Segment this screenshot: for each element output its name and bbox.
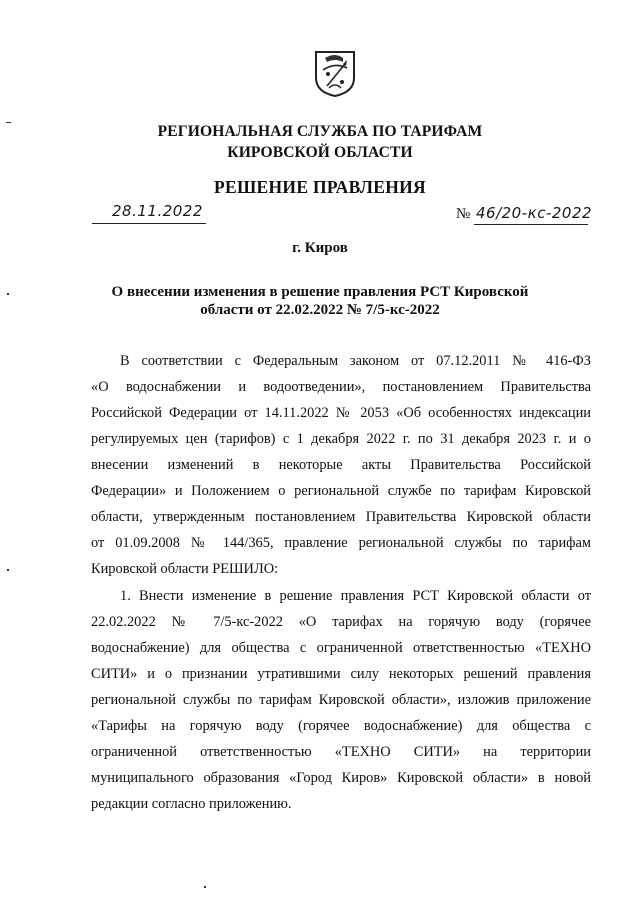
subject-line1: О внесении изменения в решение правления РСТ Кировской xyxy=(111,284,529,300)
body-line: водоснабжение) для общества с ограниченной ответственностью «ТЕХНО xyxy=(91,640,591,656)
scan-mark xyxy=(7,569,9,571)
scan-mark xyxy=(7,293,9,295)
body-line: муниципального образования «Город Киров» Кировской области» в новой xyxy=(91,770,591,786)
body-line: СИТИ» и о признании утратившими силу некоторых решений правления xyxy=(91,666,591,682)
body-line: региональной службы по тарифам Кировской области», изложив приложение xyxy=(91,692,591,708)
body-line: В соответствии с Федеральным законом от 07.12.2011 № 416-ФЗ xyxy=(120,353,591,369)
body-line: редакции согласно приложению. xyxy=(91,796,292,812)
body-line: от 01.09.2008 № 144/365, правление региональной службы по тарифам xyxy=(91,535,591,551)
scan-mark xyxy=(204,886,206,888)
city: г. Киров xyxy=(292,240,348,256)
number-sign: № xyxy=(456,206,471,222)
body-line: «Тарифы на горячую воду (горячее водоснабжение) для общества с xyxy=(91,718,591,734)
document-title: РЕШЕНИЕ ПРАВЛЕНИЯ xyxy=(214,177,426,197)
organization-name-line2: КИРОВСКОЙ ОБЛАСТИ xyxy=(227,144,413,161)
body-line: внесении изменений в некоторые акты Правительства Российской xyxy=(91,457,591,473)
date-underline xyxy=(92,223,206,224)
body-line: Кировской области РЕШИЛО: xyxy=(91,561,279,577)
organization-name-line1: РЕГИОНАЛЬНАЯ СЛУЖБА ПО ТАРИФАМ xyxy=(157,123,483,140)
coat-of-arms-icon xyxy=(313,48,357,98)
body-line: 1. Внести изменение в решение правления РСТ Кировской области от xyxy=(120,588,591,604)
body-line: «О водоснабжении и водоотведении», постановлением Правительства xyxy=(91,379,591,395)
body-line: 22.02.2022 № 7/5-кс-2022 «О тарифах на горячую воду (горячее xyxy=(91,614,591,630)
body-line: Федерации» и Положением о региональной службе по тарифам Кировской xyxy=(91,483,591,499)
body-line: области, утвержденным постановлением Правительства Кировской области xyxy=(91,509,591,525)
body-line: Российской Федерации от 14.11.2022 № 2053 «Об особенностях индексации xyxy=(91,405,591,421)
body-line: регулируемых цен (тарифов) с 1 декабря 2022 г. по 31 декабря 2023 г. и о xyxy=(91,431,591,447)
body-line: ограниченной ответственностью «ТЕХНО СИТИ» на территории xyxy=(91,744,591,760)
document-date: 28.11.2022 xyxy=(112,202,203,220)
scan-mark xyxy=(6,122,11,123)
document-number: 46/20-кс-2022 xyxy=(476,204,593,222)
subject-line2: области от 22.02.2022 № 7/5-кс-2022 xyxy=(200,302,440,318)
number-underline xyxy=(474,224,588,225)
